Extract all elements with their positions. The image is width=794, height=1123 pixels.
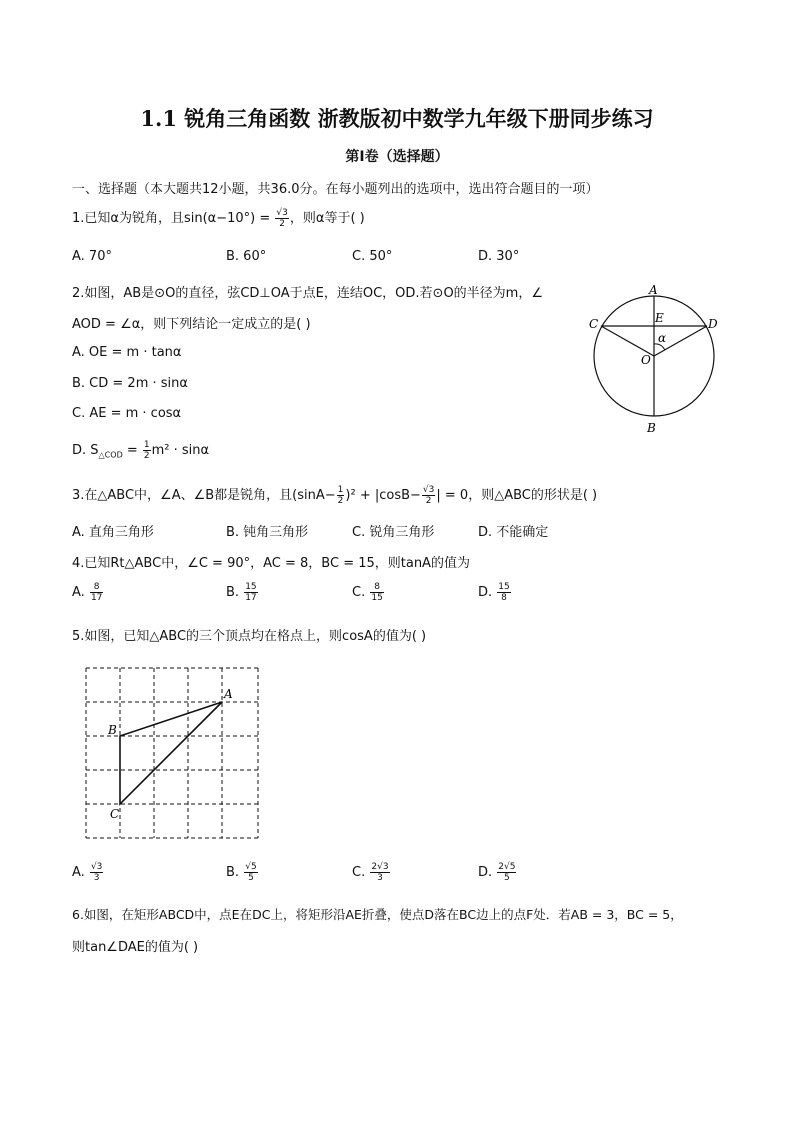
q5-d-num: 2√5 xyxy=(498,862,516,872)
q6-line2: 则tan∠DAE的值为( ) xyxy=(72,940,199,955)
q3-stem-c: | = 0，则△ABC的形状是( ) xyxy=(436,488,598,503)
q2-option-d-num: 1 xyxy=(143,440,150,450)
label-d: D xyxy=(708,317,718,331)
q3-option-b: B. 钝角三角形 xyxy=(226,525,309,540)
q4-c-den: 15 xyxy=(371,593,383,603)
q3-stem xyxy=(72,484,597,506)
q2-line1: 2.如图，AB是⊙O的直径，弦CD⊥OA于点E，连结OC，OD.若⊙O的半径为m，∠ xyxy=(72,286,543,301)
q1-frac-num: √3 xyxy=(276,208,288,218)
segment-oc xyxy=(601,326,654,356)
q2-option-d-fraction xyxy=(143,440,151,461)
page-title: 1.1 锐角三角函数 浙教版初中数学九年级下册同步练习 xyxy=(140,106,654,131)
q4-d-num: 15 xyxy=(498,582,510,592)
q1-option-b: B. 60° xyxy=(226,249,267,264)
q4-d-den: 8 xyxy=(501,593,507,603)
label-o: O xyxy=(641,353,651,367)
q4-option-d xyxy=(478,582,512,603)
q5-option-c-fraction xyxy=(370,862,389,883)
q2-option-d-b: = xyxy=(122,443,142,458)
q3-option-a: A. 直角三角形 xyxy=(72,525,154,540)
q3-fraction-2 xyxy=(422,485,435,506)
q3-frac2-den: 2 xyxy=(425,496,432,506)
q5-option-d xyxy=(478,862,517,883)
q4-b-den: 17 xyxy=(245,593,257,603)
q4-option-d-fraction xyxy=(497,582,510,603)
q5-option-a xyxy=(72,862,104,883)
q5-option-c-label: C. xyxy=(352,865,366,880)
q5-a-den: 3 xyxy=(93,873,100,883)
q5-b-num: √5 xyxy=(245,862,257,872)
q5-b-den: 5 xyxy=(248,873,254,883)
q5-option-d-label: D. xyxy=(478,865,493,880)
q2-option-d-den: 2 xyxy=(143,451,150,461)
q5-d-den: 5 xyxy=(504,873,510,883)
q3-option-d: D. 不能确定 xyxy=(478,525,549,540)
q2-option-b: B. CD = 2m · sinα xyxy=(72,376,188,391)
q4-option-d-label: D. xyxy=(478,585,493,600)
q3-stem-a: 3.在△ABC中，∠A、∠B都是锐角，且(sinA− xyxy=(72,488,336,503)
q1-stem-a: 1.已知α为锐角，且sin(α−10°) = xyxy=(72,211,275,226)
q3-option-c: C. 锐角三角形 xyxy=(352,525,435,540)
volume-heading: 第Ⅰ卷（选择题） xyxy=(345,149,449,165)
q4-option-b xyxy=(226,582,259,603)
label-a: A xyxy=(649,283,658,297)
label-b: B xyxy=(647,421,656,435)
q4-c-num: 8 xyxy=(370,582,383,593)
q3-stem-b: )² + |cosB− xyxy=(345,488,421,503)
q4-option-c-fraction xyxy=(370,582,383,603)
label-a: A xyxy=(224,687,233,701)
q4-option-b-label: B. xyxy=(226,585,240,600)
q1-option-c: C. 50° xyxy=(352,249,393,264)
q5-stem: 5.如图，已知△ABC的三个顶点均在格点上，则cosA的值为( ) xyxy=(72,629,427,644)
q2-circle-figure xyxy=(585,280,725,440)
q4-option-c-label: C. xyxy=(352,585,366,600)
q1-option-d: D. 30° xyxy=(478,249,520,264)
q5-option-a-fraction xyxy=(90,862,103,883)
q2-option-d-a: D. S xyxy=(72,443,99,458)
q4-option-b-fraction xyxy=(244,582,257,603)
label-e: E xyxy=(655,311,664,325)
q4-option-a xyxy=(72,582,104,603)
q3-frac1-den: 2 xyxy=(337,496,344,506)
q5-a-num: √3 xyxy=(90,862,103,872)
label-b: B xyxy=(108,723,117,737)
q2-option-c: C. AE = m · cosα xyxy=(72,406,182,421)
q5-c-den: 3 xyxy=(377,873,383,883)
q4-option-a-label: A. xyxy=(72,585,85,600)
q5-c-num: 2√3 xyxy=(371,862,389,872)
q3-fraction-1 xyxy=(337,485,345,506)
q5-option-b-fraction xyxy=(244,862,257,883)
q4-a-num: 8 xyxy=(90,582,103,593)
q2-option-a: A. OE = m · tanα xyxy=(72,345,182,360)
q5-option-d-fraction xyxy=(497,862,516,883)
q4-a-den: 17 xyxy=(90,593,103,603)
q2-option-d xyxy=(72,440,209,461)
label-c: C xyxy=(589,317,599,331)
q4-stem: 4.已知Rt△ABC中，∠C = 90°，AC = 8，BC = 15，则tanA的值为 xyxy=(72,556,470,571)
triangle-abc xyxy=(120,702,222,804)
q5-option-b-label: B. xyxy=(226,865,240,880)
q4-b-num: 15 xyxy=(245,582,257,592)
q2-option-d-sub: △COD xyxy=(98,450,123,460)
q1-fraction xyxy=(275,208,288,229)
q1-stem xyxy=(72,207,365,229)
q5-option-a-label: A. xyxy=(72,865,85,880)
section-heading: 一、选择题（本大题共12小题，共36.0分。在每小题列出的选项中，选出符合题目的一项） xyxy=(72,182,599,197)
q4-option-c xyxy=(352,582,385,603)
q6-line1: 6.如图，在矩形ABCD中，点E在DC上，将矩形沿AE折叠，使点D落在BC边上的点F处．若AB = 3，BC = 5， xyxy=(72,907,683,922)
q5-option-c xyxy=(352,862,391,883)
q3-frac1-num: 1 xyxy=(337,485,344,495)
q5-option-b xyxy=(226,862,259,883)
label-c: C xyxy=(110,807,120,821)
q1-option-a: A. 70° xyxy=(72,249,112,264)
q1-stem-b: ，则α等于( ) xyxy=(289,211,365,226)
q5-grid-figure xyxy=(78,660,268,850)
label-alpha: α xyxy=(658,331,667,345)
q4-option-a-fraction xyxy=(90,582,103,603)
q2-option-d-c: m² · sinα xyxy=(151,443,210,458)
q2-line2: AOD = ∠α，则下列结论一定成立的是( ) xyxy=(72,317,311,332)
q1-frac-den: 2 xyxy=(279,219,285,229)
q3-frac2-num: √3 xyxy=(422,485,435,495)
